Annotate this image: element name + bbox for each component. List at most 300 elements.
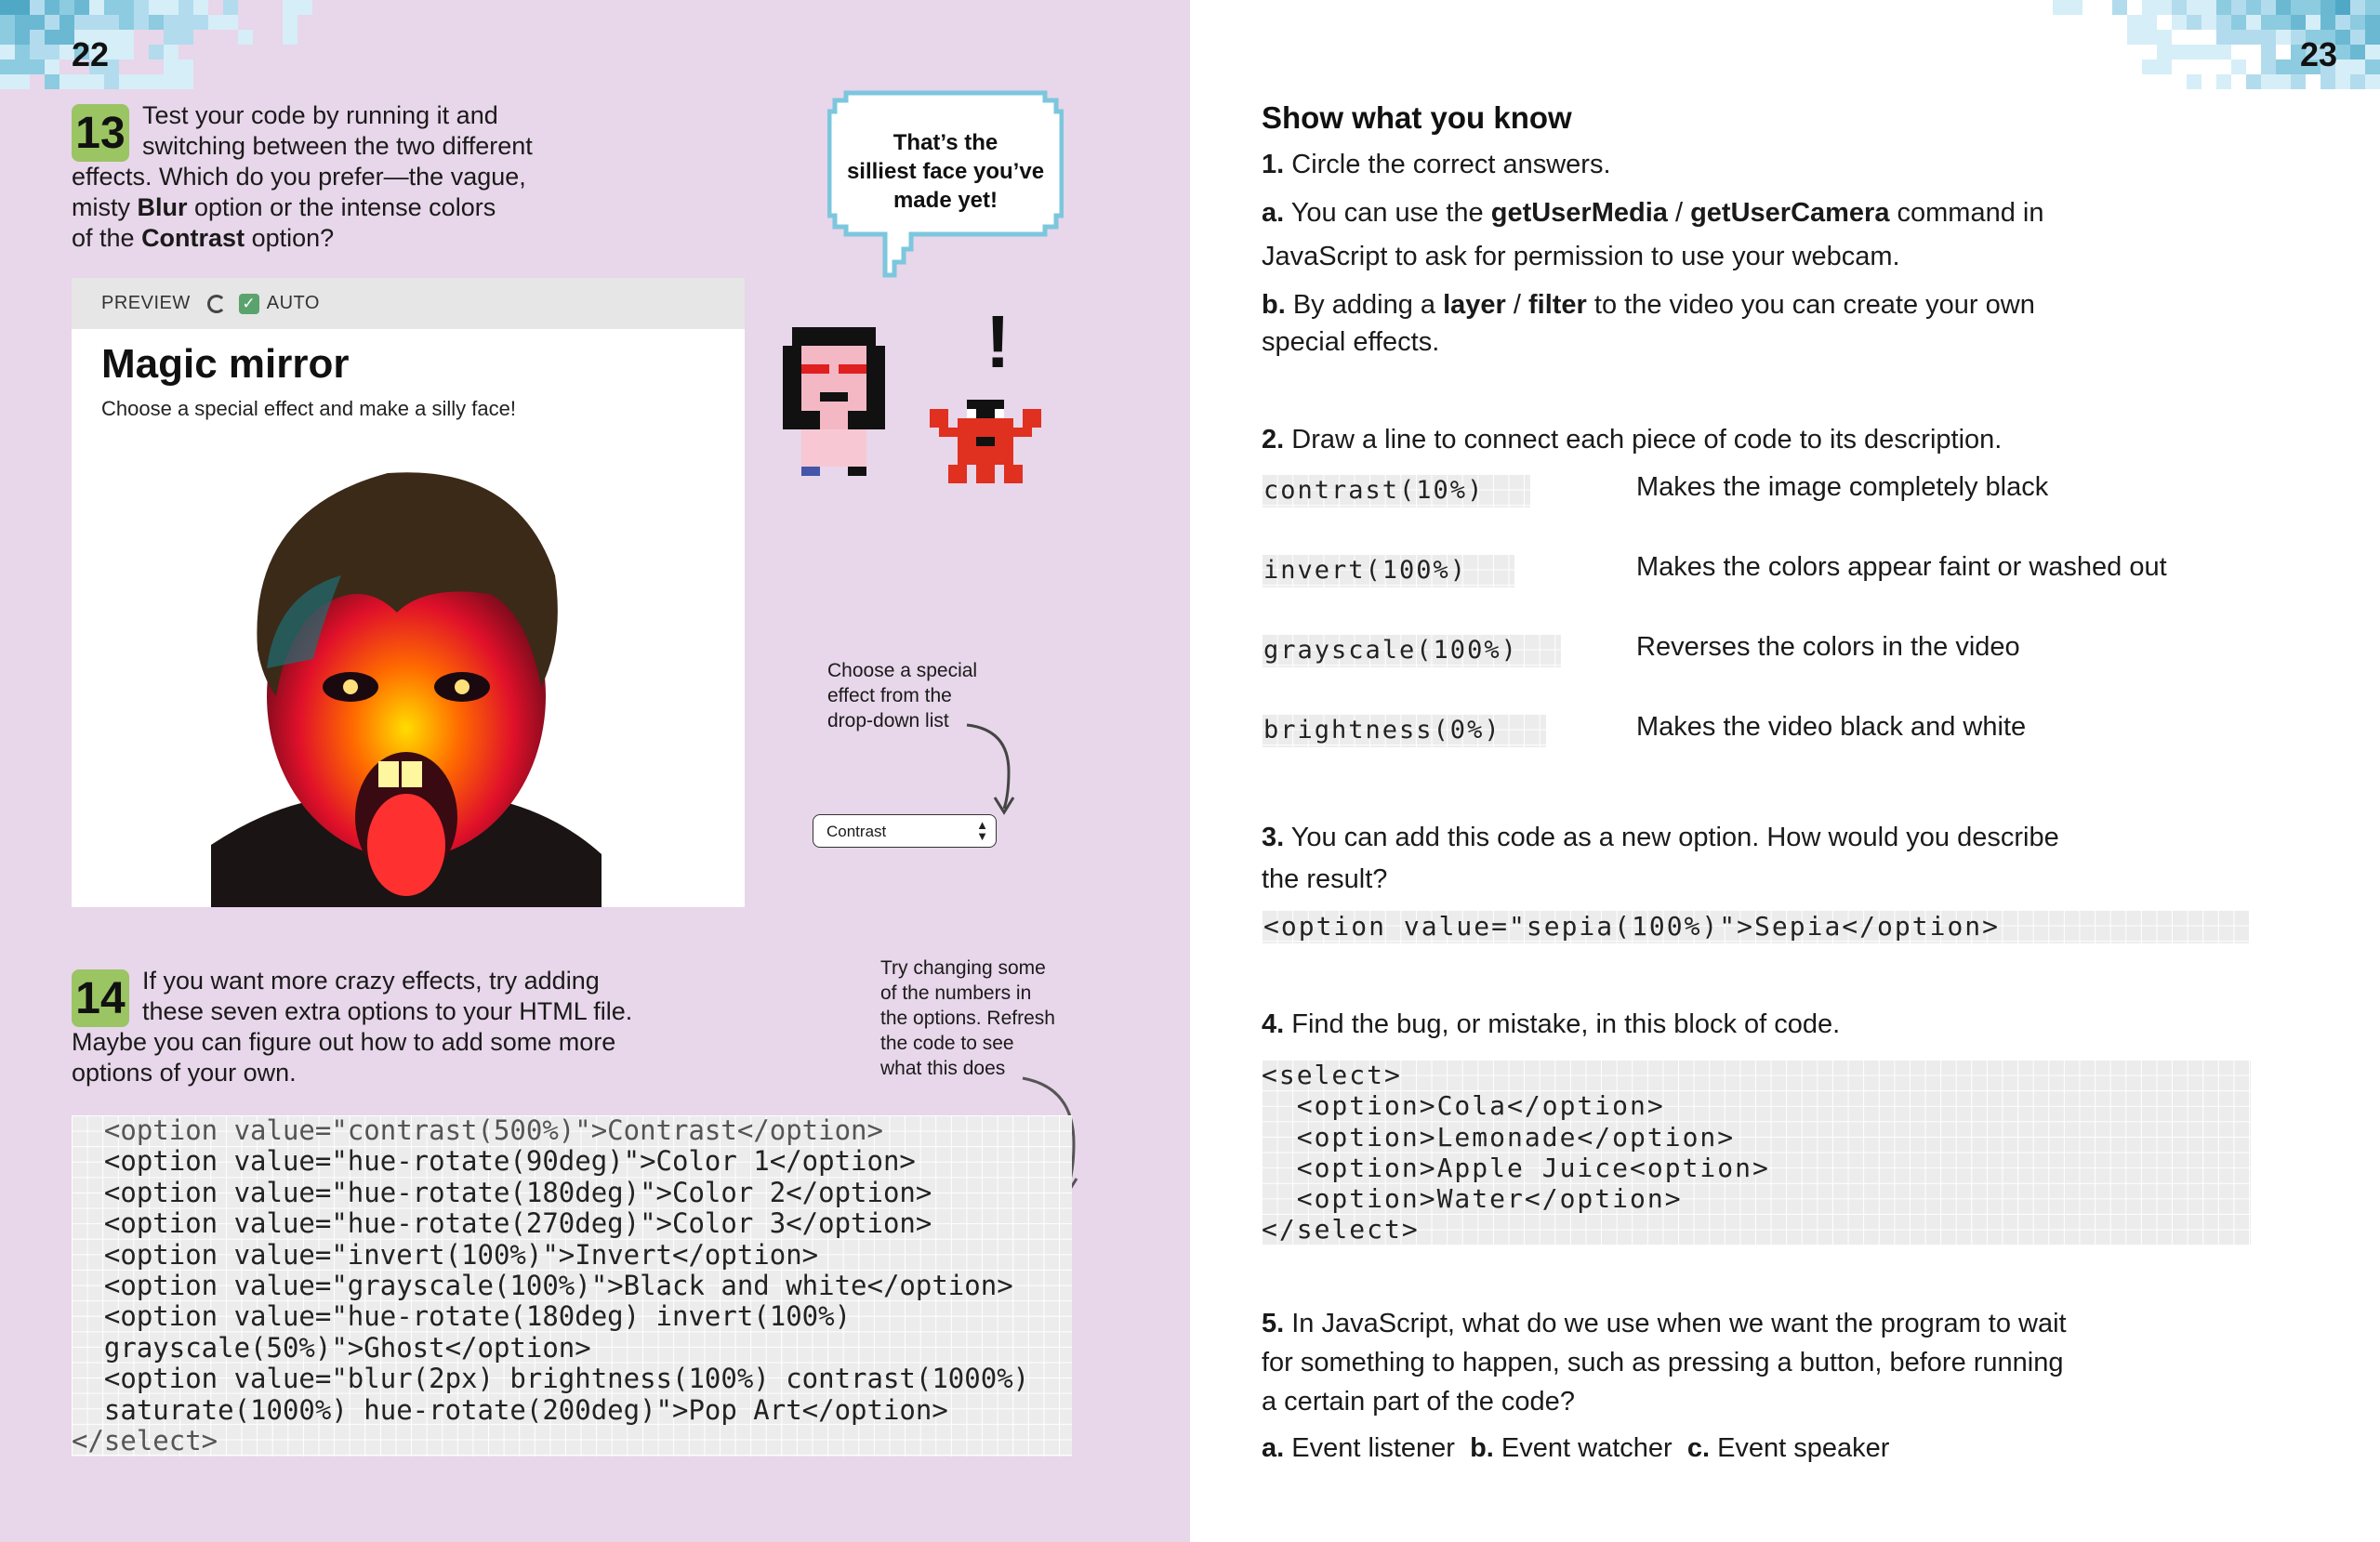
mosaic-tile [2291, 15, 2306, 30]
mosaic-tile [2172, 30, 2187, 45]
mosaic-tile [2187, 30, 2202, 45]
mosaic-tile [342, 74, 357, 89]
mosaic-tile [342, 15, 357, 30]
step-13-line1: Test your code by running it and [142, 101, 498, 129]
code-line: saturate(1000%) hue-rotate(200deg)">Pop Art</option> [72, 1393, 948, 1426]
mosaic-tile [60, 74, 74, 89]
mosaic-tile [2276, 15, 2291, 30]
code-line: <select> [1262, 1060, 1402, 1090]
mosaic-tile [223, 74, 238, 89]
mosaic-tile [89, 15, 104, 30]
mosaic-tile [164, 30, 178, 45]
code-line: <option>Apple Juice<option> [1262, 1152, 1770, 1183]
mosaic-tile [2365, 59, 2380, 74]
mosaic-tile [2112, 0, 2127, 15]
q2-description-3: Reverses the colors in the video [1636, 632, 2020, 662]
mosaic-tile [149, 15, 164, 30]
mosaic-tile [2365, 15, 2380, 30]
mosaic-tile [2023, 30, 2038, 45]
mosaic-tile [178, 0, 193, 15]
mosaic-tile [2276, 59, 2291, 74]
mosaic-tile [2023, 15, 2038, 30]
mosaic-tile [2127, 30, 2142, 45]
step-14-line2: these seven extra options to your HTML file. [142, 997, 633, 1025]
mosaic-tile [2097, 59, 2112, 74]
mosaic-tile [2231, 45, 2246, 59]
mosaic-tile [312, 59, 327, 74]
mosaic-tile [2216, 0, 2231, 15]
mosaic-tile [2202, 15, 2216, 30]
mosaic-tile [208, 74, 223, 89]
mosaic-tile [342, 59, 357, 74]
mosaic-tile [178, 30, 193, 45]
mosaic-tile [2038, 0, 2053, 15]
mosaic-tile [2246, 0, 2261, 15]
mosaic-tile [134, 45, 149, 59]
mosaic-tile [2350, 0, 2365, 15]
mosaic-tile [2053, 15, 2068, 30]
mosaic-tile [2142, 45, 2157, 59]
mosaic-tile [253, 74, 268, 89]
code-line: </select> [72, 1425, 218, 1457]
q2-code-2: invert(100%) [1262, 554, 1514, 587]
mosaic-tile [2350, 74, 2365, 89]
mosaic-tile [298, 30, 312, 45]
code-annotation: Try changing some of the numbers in the options. Refresh the code to see what this does [880, 957, 1055, 1079]
code-line: <option value="grayscale(100%)">Black and white</option> [72, 1270, 1013, 1302]
mosaic-tile [2246, 30, 2261, 45]
q1a-line2: JavaScript to ask for permission to use your webcam. [1262, 242, 1900, 271]
mosaic-tile [2068, 30, 2082, 45]
mosaic-tile [134, 15, 149, 30]
mosaic-tile [30, 74, 45, 89]
mosaic-tile [342, 45, 357, 59]
mosaic-tile [178, 74, 193, 89]
step-14-badge: 14 [72, 969, 129, 1027]
mosaic-tile [2157, 45, 2172, 59]
mosaic-tile [312, 45, 327, 59]
mosaic-tile [2306, 15, 2320, 30]
preview-window [72, 278, 745, 907]
mosaic-tile [2320, 15, 2335, 30]
code-line: <option value="invert(100%)">Invert</option> [72, 1238, 819, 1271]
mosaic-tile [2276, 30, 2291, 45]
mosaic-tile [119, 74, 134, 89]
mosaic-tile [2053, 45, 2068, 59]
mosaic-tile [2261, 45, 2276, 59]
mosaic-tile [2261, 30, 2276, 45]
mosaic-tile [2097, 0, 2112, 15]
mosaic-tile [2202, 45, 2216, 59]
options-code-block [72, 1115, 1072, 1456]
mosaic-tile [298, 15, 312, 30]
preview-title: Magic mirror [101, 341, 350, 387]
mosaic-tile [2187, 74, 2202, 89]
mosaic-tile [74, 0, 89, 15]
mosaic-tile [238, 15, 253, 30]
mosaic-tile [134, 74, 149, 89]
mosaic-tile [2068, 0, 2082, 15]
mosaic-tile [2276, 45, 2291, 59]
mosaic-tile [2231, 59, 2246, 74]
mosaic-tile [119, 0, 134, 15]
mosaic-tile [2127, 59, 2142, 74]
code-line: <option value="hue-rotate(180deg) invert(100%) [72, 1300, 852, 1333]
mosaic-tile [223, 0, 238, 15]
code-line: <option value="hue-rotate(180deg)">Color 2</option> [72, 1176, 932, 1208]
mosaic-tile [208, 45, 223, 59]
mosaic-tile [30, 59, 45, 74]
mosaic-tile [2261, 59, 2276, 74]
mosaic-tile [2068, 59, 2082, 74]
q2-description-4: Makes the video black and white [1636, 712, 2027, 742]
mosaic-tile [2112, 15, 2127, 30]
mosaic-tile [15, 59, 30, 74]
mosaic-tile [327, 0, 342, 15]
mosaic-tile [60, 0, 74, 15]
mosaic-tile [45, 74, 60, 89]
mosaic-tile [2350, 45, 2365, 59]
mosaic-tile [253, 30, 268, 45]
mosaic-tile [283, 45, 298, 59]
mosaic-tile [2335, 59, 2350, 74]
mosaic-tile [327, 15, 342, 30]
step-14-line4: options of your own. [72, 1059, 297, 1087]
mosaic-tile [268, 15, 283, 30]
mosaic-tile [223, 45, 238, 59]
code-line: </select> [1262, 1214, 1420, 1245]
mosaic-tile [327, 30, 342, 45]
preview-subtitle: Choose a special effect and make a silly face! [101, 397, 516, 420]
mosaic-tile [2335, 0, 2350, 15]
mosaic-tile [89, 0, 104, 15]
q5-answers: a. Event listener b. Event watcher c. Event speaker [1262, 1433, 1890, 1463]
mosaic-tile [0, 15, 15, 30]
mosaic-tile [2068, 74, 2082, 89]
mosaic-tile [2350, 30, 2365, 45]
mosaic-tile [2038, 59, 2053, 74]
mosaic-tile [2231, 0, 2246, 15]
mosaic-tile [2187, 0, 2202, 15]
mosaic-tile [2112, 45, 2127, 59]
mosaic-tile [149, 59, 164, 74]
speech-bubble-text: That’s the silliest face you’ve made yet! [846, 130, 1045, 213]
mosaic-tile [238, 74, 253, 89]
mosaic-tile [223, 59, 238, 74]
step-13-line2: switching between the two different [142, 132, 533, 160]
mosaic-tile [2112, 30, 2127, 45]
mosaic-tile [2216, 15, 2231, 30]
mosaic-tile [2202, 59, 2216, 74]
page-number: 22 [72, 35, 110, 73]
mosaic-tile [2187, 45, 2202, 59]
mosaic-tile [223, 30, 238, 45]
mosaic-tile [2335, 74, 2350, 89]
mosaic-tile [238, 0, 253, 15]
mosaic-tile [2112, 74, 2127, 89]
mosaic-tile [223, 15, 238, 30]
mosaic-tile [0, 74, 15, 89]
mosaic-tile [2291, 74, 2306, 89]
mosaic-tile [0, 30, 15, 45]
mosaic-tile [2202, 0, 2216, 15]
mosaic-tile [119, 45, 134, 59]
q3-prompt-line2: the result? [1262, 864, 1388, 894]
code-line: <option value="blur(2px) brightness(100%) contrast(1000%) [72, 1363, 1030, 1395]
mosaic-tile [2365, 30, 2380, 45]
q2-code-4: brightness(0%) [1262, 714, 1546, 747]
mosaic-tile [164, 15, 178, 30]
mosaic-tile [2172, 0, 2187, 15]
mosaic-tile [2142, 0, 2157, 15]
mosaic-tile [193, 59, 208, 74]
mosaic-tile [2365, 0, 2380, 15]
q5-prompt-line2: for something to happen, such as pressing a button, before running [1262, 1348, 2064, 1377]
mosaic-tile [164, 59, 178, 74]
mosaic-tile [2172, 45, 2187, 59]
mosaic-tile [2157, 59, 2172, 74]
mosaic-tile [253, 45, 268, 59]
step-14-line3: Maybe you can figure out how to add some more [72, 1028, 616, 1056]
mosaic-tile [327, 74, 342, 89]
mosaic-tile [327, 45, 342, 59]
mosaic-tile [2038, 45, 2053, 59]
mosaic-tile [30, 45, 45, 59]
mosaic-tile [89, 74, 104, 89]
step-13-line5: of the Contrast option? [72, 224, 335, 252]
step-13-line4: misty Blur option or the intense colors [72, 193, 496, 221]
mosaic-tile [119, 15, 134, 30]
q1-prompt: 1. Circle the correct answers. [1262, 150, 1611, 179]
dropdown-value: Contrast [826, 823, 887, 840]
code-line: <option value="hue-rotate(90deg)">Color 1</option> [72, 1145, 916, 1178]
mosaic-tile [134, 30, 149, 45]
mosaic-tile [104, 74, 119, 89]
mosaic-tile [253, 0, 268, 15]
mosaic-tile [2261, 74, 2276, 89]
mosaic-tile [2276, 0, 2291, 15]
step-13-badge: 13 [72, 104, 129, 162]
mosaic-tile [30, 15, 45, 30]
mosaic-tile [2172, 74, 2187, 89]
mosaic-tile [2068, 15, 2082, 30]
mosaic-tile [60, 15, 74, 30]
mosaic-tile [2082, 59, 2097, 74]
preview-toolbar [72, 278, 745, 329]
q5-prompt-line3: a certain part of the code? [1262, 1387, 1575, 1417]
q2-description-2: Makes the colors appear faint or washed out [1636, 552, 2167, 582]
mosaic-tile [0, 45, 15, 59]
mosaic-tile [2082, 30, 2097, 45]
mosaic-tile [45, 30, 60, 45]
mosaic-tile [2246, 59, 2261, 74]
mosaic-tile [2216, 30, 2231, 45]
mosaic-tile [2291, 0, 2306, 15]
code-line: <option>Cola</option> [1262, 1090, 1665, 1122]
mosaic-tile [15, 30, 30, 45]
curved-arrow-to-dropdown [958, 716, 1023, 818]
mosaic-tile [2038, 74, 2053, 89]
mosaic-tile [2053, 0, 2068, 15]
mosaic-tile [2053, 30, 2068, 45]
preview-label: PREVIEW [101, 293, 191, 313]
mosaic-tile [312, 15, 327, 30]
mosaic-tile [193, 30, 208, 45]
mosaic-tile [178, 15, 193, 30]
q4-prompt: 4. Find the bug, or mistake, in this block of code. [1262, 1009, 1841, 1039]
mosaic-tile [2306, 0, 2320, 15]
q1b-line2: special effects. [1262, 327, 1440, 357]
mosaic-tile [15, 0, 30, 15]
mosaic-tile [2202, 30, 2216, 45]
mosaic-tile [164, 0, 178, 15]
mosaic-tile [2246, 15, 2261, 30]
mosaic-tile [2038, 15, 2053, 30]
mosaic-tile [298, 59, 312, 74]
q2-description-1: Makes the image completely black [1636, 472, 2049, 502]
mosaic-tile [208, 0, 223, 15]
mosaic-tile [2246, 45, 2261, 59]
mosaic-tile [2023, 59, 2038, 74]
mosaic-tile [312, 74, 327, 89]
code-line: <option>Lemonade</option> [1262, 1121, 1736, 1153]
mosaic-tile [2276, 74, 2291, 89]
code-line: <option value="contrast(500%)">Contrast</option> [72, 1114, 883, 1146]
quiz-heading: Show what you know [1262, 100, 1572, 135]
mosaic-tile [164, 45, 178, 59]
mosaic-tile [2038, 30, 2053, 45]
code-line: <option value="hue-rotate(270deg)">Color 3</option> [72, 1207, 932, 1240]
mosaic-tile [2350, 15, 2365, 30]
checkbox-checked-icon[interactable]: ✓ [239, 294, 259, 314]
mosaic-tile [2231, 30, 2246, 45]
mosaic-tile [178, 45, 193, 59]
mosaic-tile [268, 45, 283, 59]
q4-code-block [1262, 1060, 2251, 1245]
mosaic-tile [119, 59, 134, 74]
mosaic-tile [298, 45, 312, 59]
mosaic-tile [238, 59, 253, 74]
q5-prompt: 5. In JavaScript, what do we use when we want the program to wait [1262, 1309, 2067, 1338]
mosaic-tile [268, 59, 283, 74]
step-14-text [72, 966, 704, 1088]
code-line: <option>Water</option> [1262, 1183, 1683, 1215]
right-page [1190, 0, 2380, 1542]
mosaic-tile [193, 15, 208, 30]
mosaic-tile [15, 15, 30, 30]
q2-prompt: 2. Draw a line to connect each piece of code to its description. [1262, 425, 2003, 455]
mosaic-tile [2142, 74, 2157, 89]
mosaic-tile [45, 45, 60, 59]
mosaic-tile [2097, 45, 2112, 59]
refresh-icon[interactable] [207, 295, 226, 313]
mosaic-tile [2306, 74, 2320, 89]
mosaic-tile [238, 30, 253, 45]
mosaic-tile [15, 74, 30, 89]
mosaic-tile [2023, 0, 2038, 15]
mosaic-tile [164, 74, 178, 89]
pixel-girl-character [774, 327, 894, 485]
mosaic-tile [2365, 45, 2380, 59]
mosaic-tile [134, 0, 149, 15]
mosaic-tile [2127, 15, 2142, 30]
mosaic-tile [2320, 74, 2335, 89]
mosaic-tile [2127, 0, 2142, 15]
mosaic-tile [2335, 15, 2350, 30]
mosaic-tile [268, 0, 283, 15]
mosaic-tile [2157, 30, 2172, 45]
mosaic-tile [2082, 0, 2097, 15]
mosaic-tile [298, 0, 312, 15]
mosaic-tile [45, 59, 60, 74]
mosaic-tile [2097, 30, 2112, 45]
mosaic-tile [193, 0, 208, 15]
mosaic-tile [104, 0, 119, 15]
mosaic-tile [45, 15, 60, 30]
mosaic-tile [2365, 74, 2380, 89]
exclamation-mark: ! [985, 300, 1011, 383]
q1b: b. By adding a layer / filter to the video you can create your own [1262, 290, 2035, 320]
mosaic-tile [134, 59, 149, 74]
mosaic-tile [149, 45, 164, 59]
mosaic-tile [2142, 30, 2157, 45]
mosaic-tile [2053, 74, 2068, 89]
mosaic-tile [2335, 45, 2350, 59]
mosaic-tile [283, 30, 298, 45]
auto-label: AUTO [266, 293, 320, 313]
mosaic-tile [2127, 45, 2142, 59]
mosaic-tile [253, 59, 268, 74]
mosaic-tile [193, 45, 208, 59]
mosaic-tile [2350, 59, 2365, 74]
mosaic-tile [2261, 15, 2276, 30]
mosaic-tile [104, 15, 119, 30]
mosaic-tile [2097, 74, 2112, 89]
mosaic-tile [30, 0, 45, 15]
mosaic-tile [283, 74, 298, 89]
mosaic-tile [2246, 74, 2261, 89]
mosaic-tile [149, 30, 164, 45]
mosaic-tile [2097, 15, 2112, 30]
mosaic-tile [15, 45, 30, 59]
mosaic-tile [2157, 15, 2172, 30]
mosaic-tile [2127, 74, 2142, 89]
mosaic-tile [2187, 15, 2202, 30]
mosaic-tile [2068, 45, 2082, 59]
mosaic-tile [2023, 45, 2038, 59]
mosaic-tile [2202, 74, 2216, 89]
mosaic-tile [2231, 74, 2246, 89]
mosaic-tile [2231, 15, 2246, 30]
q3-prompt: 3. You can add this code as a new option. How would you describe [1262, 823, 2059, 852]
code-line: grayscale(50%)">Ghost</option> [72, 1331, 591, 1364]
effect-dropdown[interactable] [813, 814, 997, 848]
mosaic-tile [30, 30, 45, 45]
q2-code-3: grayscale(100%) [1262, 634, 1561, 667]
mosaic-tile [268, 74, 283, 89]
mosaic-tile [2082, 15, 2097, 30]
mosaic-tile [2082, 45, 2097, 59]
mosaic-tile [74, 74, 89, 89]
step-13-line3: effects. Which do you prefer—the vague, [72, 163, 526, 191]
mosaic-tile [2157, 0, 2172, 15]
dropdown-annotation: Choose a special effect from the drop-down list [827, 660, 978, 731]
mosaic-tile [193, 74, 208, 89]
mosaic-tile [342, 30, 357, 45]
mosaic-tile [2142, 59, 2157, 74]
mosaic-tile [2172, 59, 2187, 74]
mosaic-tile [2187, 59, 2202, 74]
